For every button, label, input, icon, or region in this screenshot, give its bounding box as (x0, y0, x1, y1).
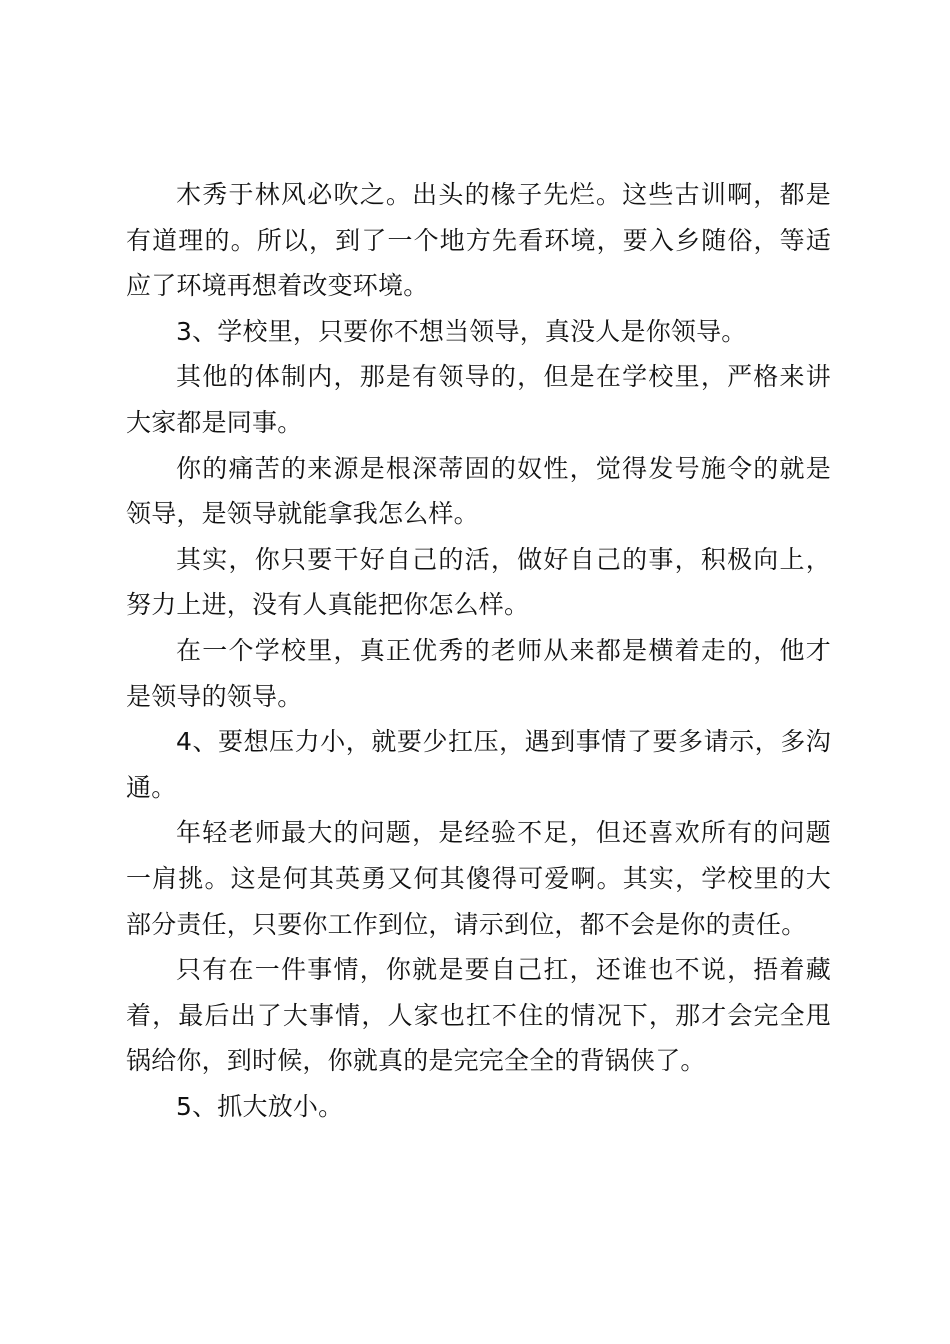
document-body (126, 172, 831, 1129)
paragraph-10: 5、抓大放小。 (176, 1091, 344, 1121)
paragraph-9: 只有在一件事情，你就是要自己扛，还谁也不说，捂着藏着，最后出了大事情，人家也扛不住的情况下，那才会完全甩锅给你，到时候，你就真的是完完全全的背锅侠了。 (126, 955, 831, 1076)
paragraph-3: 其他的体制内，那是有领导的，但是在学校里，严格来讲大家都是同事。 (126, 362, 831, 437)
paragraph-2: 3、学校里，只要你不想当领导，真没人是你领导。 (176, 316, 747, 346)
paragraph-1: 木秀于林风必吹之。出头的椽子先烂。这些古训啊，都是有道理的。所以，到了一个地方先看环境，要入乡随俗，等适应了环境再想着改变环境。 (126, 180, 831, 301)
paragraph-7: 4、要想压力小，就要少扛压，遇到事情了要多请示，多沟通。 (126, 727, 831, 802)
paragraph-6: 在一个学校里，真正优秀的老师从来都是横着走的，他才是领导的领导。 (126, 635, 831, 711)
paragraph-5: 其实，你只要干好自己的活，做好自己的事，积极向上，努力上进，没有人真能把你怎么样。 (126, 544, 831, 620)
paragraph-8: 年轻老师最大的问题，是经验不足，但还喜欢所有的问题一肩挑。这是何其英勇又何其傻得可爱啊。其实，学校里的大部分责任，只要你工作到位，请示到位，都不会是你的责任。 (126, 818, 831, 939)
paragraph-4: 你的痛苦的来源是根深蒂固的奴性，觉得发号施令的就是领导，是领导就能拿我怎么样。 (126, 453, 831, 529)
